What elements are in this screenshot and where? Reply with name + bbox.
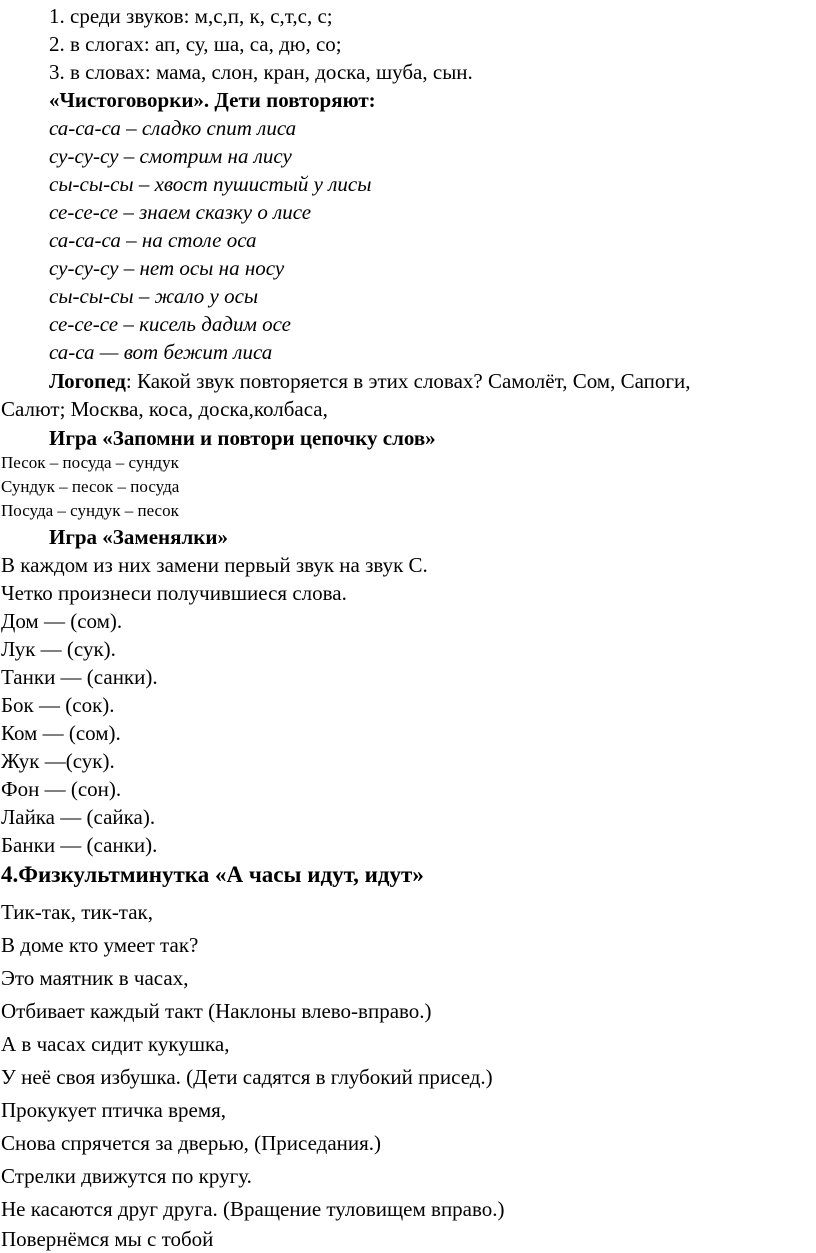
zamenyalki-word: Банки — (санки). <box>1 833 158 857</box>
fizminutka-line: У неё своя избушка. (Дети садятся в глубокий присед.) <box>1 1065 493 1089</box>
fizminutka-line: Повернёмся мы с тобой <box>1 1227 214 1251</box>
fizminutka-line: А в часах сидит кукушка, <box>1 1032 230 1056</box>
sounds-item-3: 3. в словах: мама, слон, кран, доска, шуба, сын. <box>49 60 473 84</box>
fizminutka-line: Тик-так, тик-так, <box>1 900 154 924</box>
zamenyalki-instruction-2: Четко произнеси получившиеся слова. <box>1 581 347 605</box>
chistogovorka-line: са-са — вот бежит лиса <box>49 340 273 364</box>
zamenyalki-word: Танки — (санки). <box>1 665 158 689</box>
sounds-item-1: 1. среди звуков: м,с,п, к, с,т,с, с; <box>49 4 333 28</box>
chain-line: Песок – посуда – сундук <box>1 453 179 472</box>
zamenyalki-word: Бок — (сок). <box>1 693 115 717</box>
chistogovorka-line: сы-сы-сы – жало у осы <box>49 284 259 308</box>
fizminutka-line: Отбивает каждый такт (Наклоны влево-вправо.) <box>1 999 432 1023</box>
fizminutka-line: В доме кто умеет так? <box>1 933 199 957</box>
logoped-paragraph-line-1 <box>49 368 691 394</box>
zamenyalki-instruction-1: В каждом из них замени первый звук на звук С. <box>1 553 428 577</box>
fizminutka-heading: 4.Физкультминутка «А часы идут, идут» <box>1 862 424 887</box>
fizminutka-line: Прокукует птичка время, <box>1 1098 227 1122</box>
zamenyalki-word: Дом — (сом). <box>1 609 123 633</box>
chistogovorka-line: се-се-се – знаем сказку о лисе <box>49 200 312 224</box>
chistogovorka-line: са-са-са – на столе оса <box>49 228 257 252</box>
chain-line: Посуда – сундук – песок <box>1 501 179 520</box>
zamenyalki-word: Жук —(сук). <box>1 749 115 773</box>
chistogovorka-line: су-су-су – смотрим на лису <box>49 144 292 168</box>
logoped-text: : Какой звук повторяется в этих словах? Самолёт, Сом, Сапоги, <box>125 369 691 393</box>
zamenyalki-word: Лук — (сук). <box>1 637 116 661</box>
logoped-label: Логопед <box>49 369 126 393</box>
fizminutka-line: Это маятник в часах, <box>1 966 189 990</box>
game-zamenyalki-heading: Игра «Заменялки» <box>49 525 228 549</box>
logoped-paragraph-line-2: Салют; Москва, коса, доска,колбаса, <box>1 397 328 421</box>
fizminutka-line: Снова спрячется за дверью, (Приседания.) <box>1 1131 382 1155</box>
fizminutka-line: Стрелки движутся по кругу. <box>1 1164 252 1188</box>
zamenyalki-word: Ком — (сом). <box>1 721 121 745</box>
fizminutka-line: Не касаются друг друга. (Вращение туловищем вправо.) <box>1 1197 505 1221</box>
chistogovorka-line: су-су-су – нет осы на носу <box>49 256 285 280</box>
chistogovorka-line: са-са-са – сладко спит лиса <box>49 116 297 140</box>
sounds-item-2: 2. в слогах: ап, су, ша, са, дю, со; <box>49 32 342 56</box>
game-chain-heading: Игра «Запомни и повтори цепочку слов» <box>49 426 436 450</box>
chistogovorka-line: сы-сы-сы – хвост пушистый у лисы <box>49 172 372 196</box>
chistogovorki-heading: «Чистоговорки». Дети повторяют: <box>49 88 376 112</box>
chistogovorka-line: се-се-се – кисель дадим осе <box>49 312 291 336</box>
chain-line: Сундук – песок – посуда <box>1 477 180 496</box>
zamenyalki-word: Лайка — (сайка). <box>1 805 156 829</box>
zamenyalki-word: Фон — (сон). <box>1 777 122 801</box>
